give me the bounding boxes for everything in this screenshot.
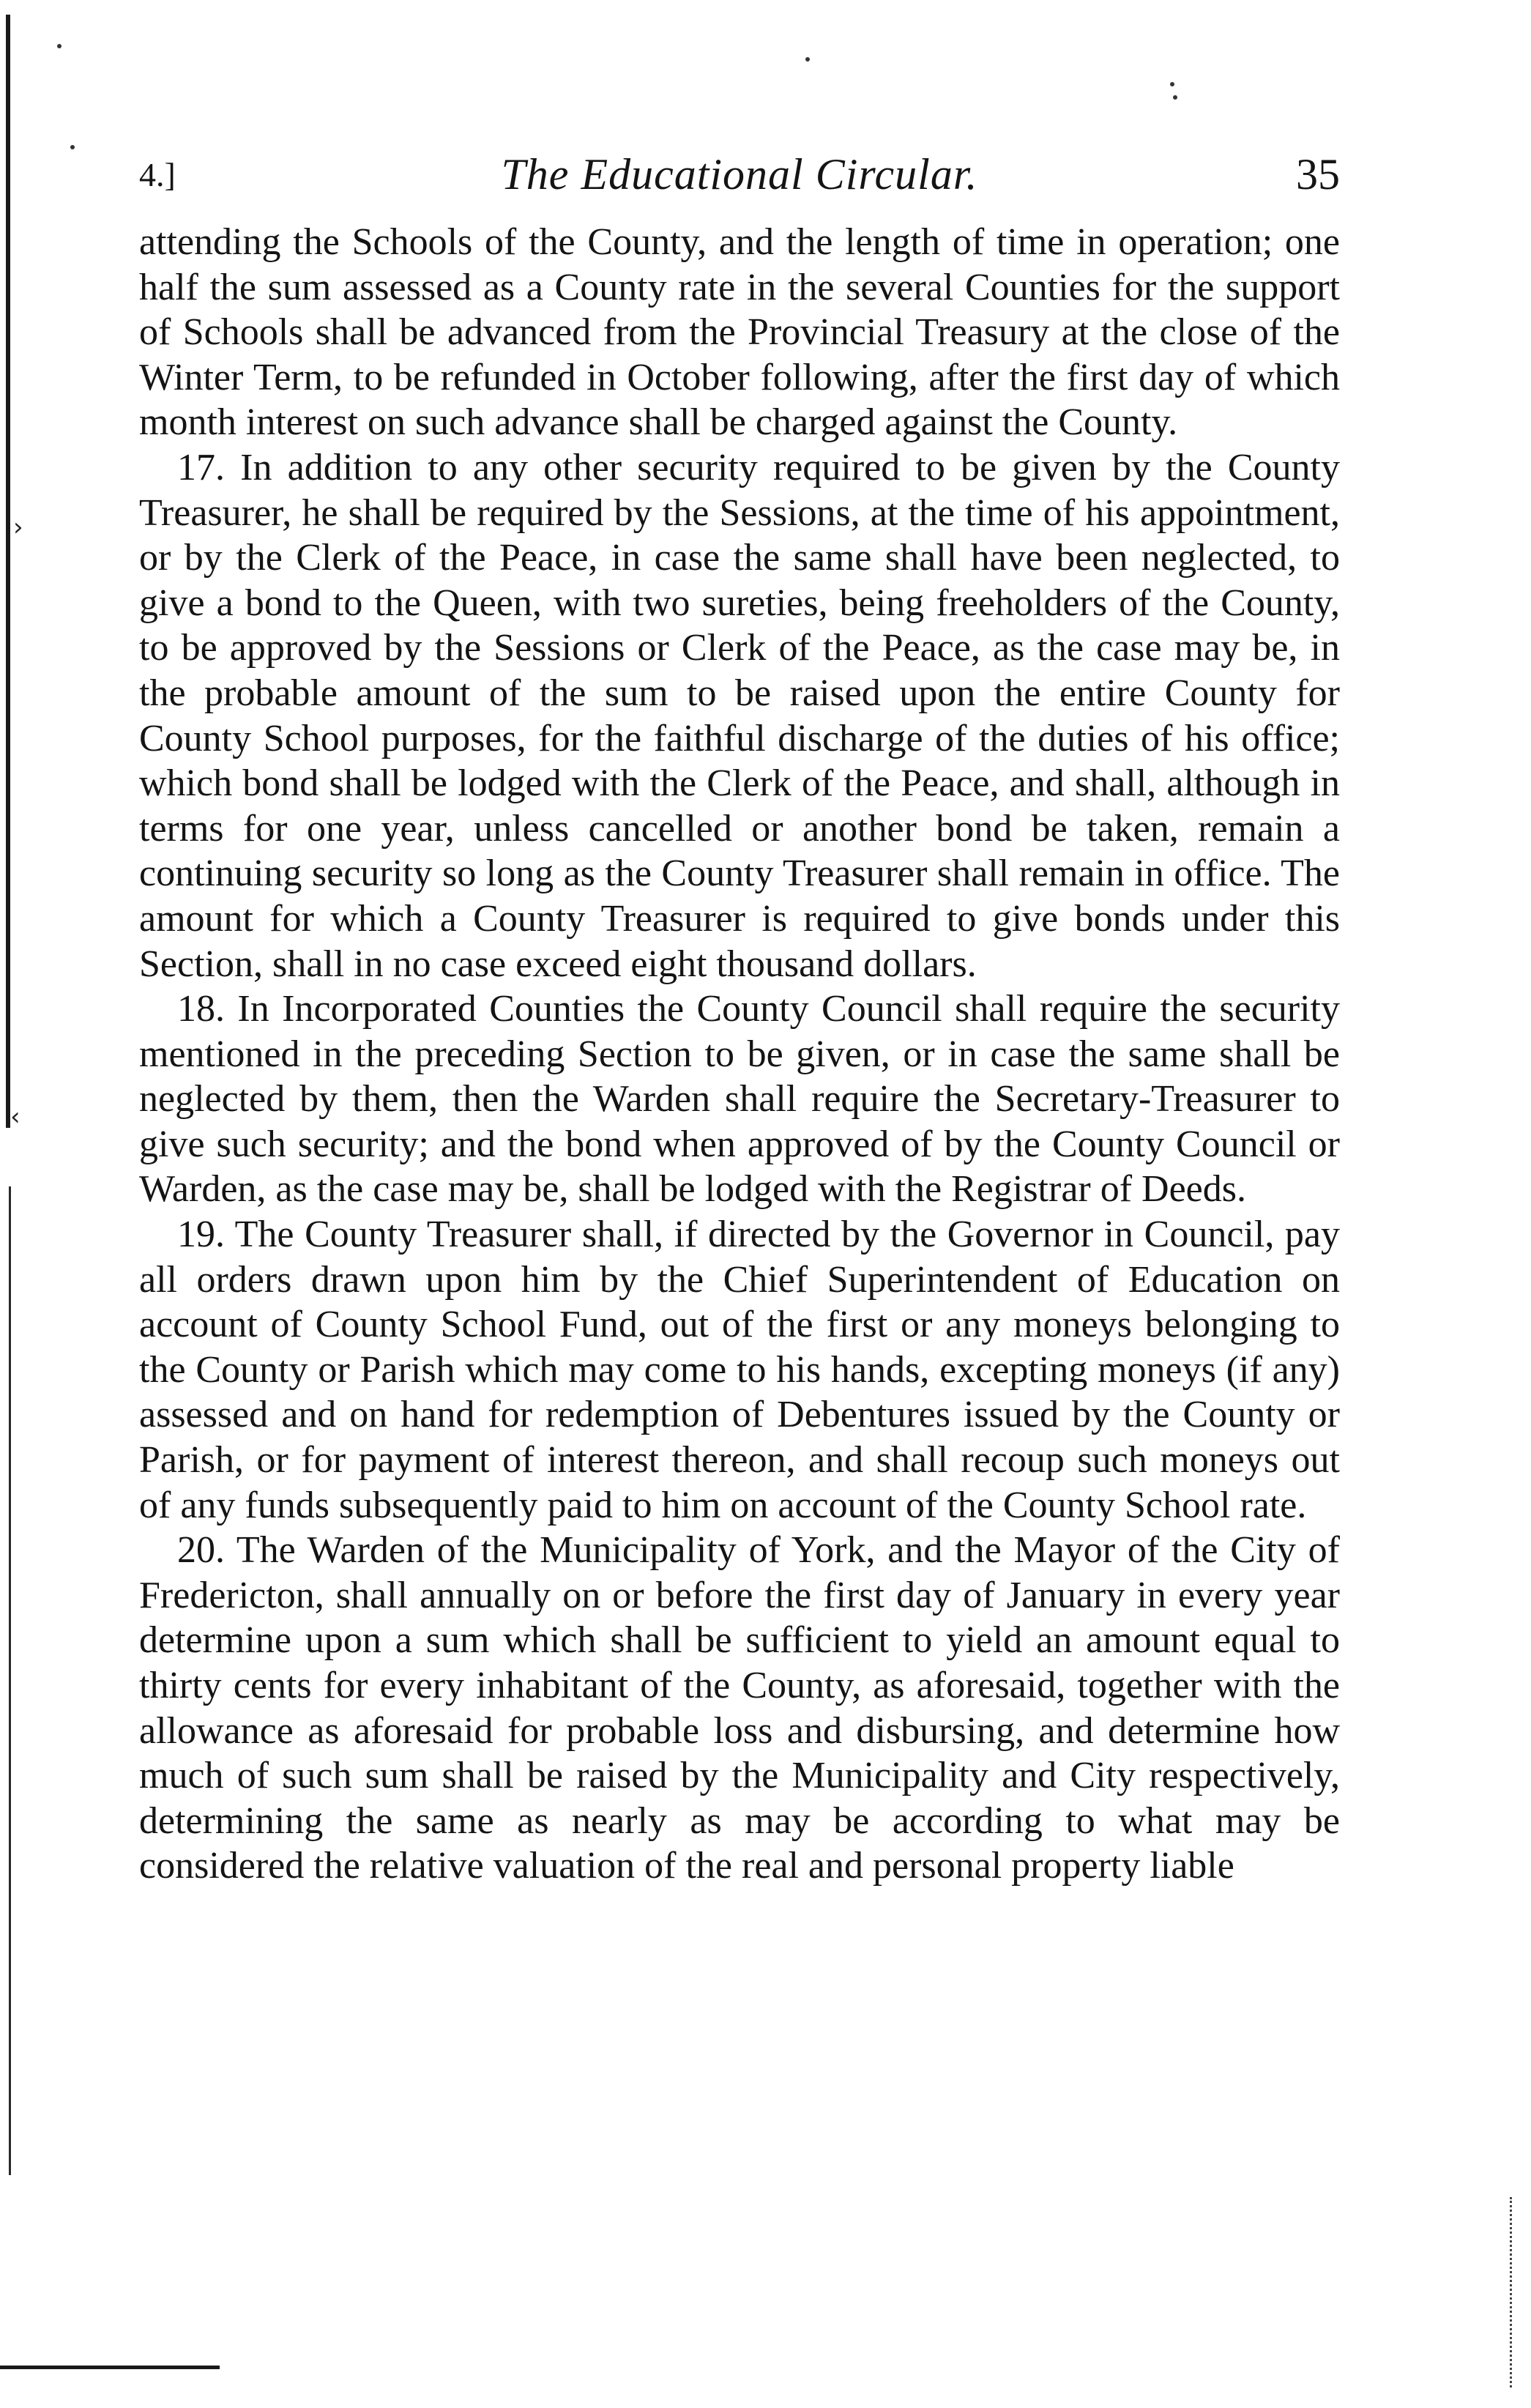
scan-speck (1170, 82, 1174, 86)
section-20: 20. The Warden of the Municipality of York, and the Mayor of the City of Fredericton, shall annually on or before the first day of January in every year determine upon a sum which shall be sufficient to yield an amount equal to thirty cents for every inhabitant of the County, as aforesaid, together with the allowance as aforesaid for probable loss and disbursing, and determine how much of such sum shall be raised by the Municipality and City respectively, determining the same as nearly as may be according to what may be considered the relative valuation of the real and personal property liable (139, 1529, 1340, 1887)
journal-title: The Educational Circular. (501, 150, 978, 198)
scan-speck (70, 145, 75, 149)
chapter-number: 4.] (139, 156, 176, 193)
paragraph-continued: attending the Schools of the County, and the length of time in operation; one half the sum assessed as a County rate in the several Counties for the support of Schools shall be advanced from the Provincial Treasury at the close of the Winter Term, to be refunded in October following, after the first day of which month interest on such advance shall be charged against the County. (139, 221, 1340, 444)
page-number: 35 (1296, 150, 1340, 198)
scan-bottom-rule (0, 2366, 220, 2369)
scan-edge-marks (1510, 2197, 1519, 2387)
margin-mark-icon: › (13, 513, 23, 542)
scan-speck (57, 44, 62, 48)
scan-binding-edge-lower (9, 1186, 11, 2175)
margin-mark-icon: ‹ (10, 1102, 21, 1131)
section-18: 18. In Incorporated Counties the County Council shall require the security mentioned in the preceding Section to be given, or in case the same shall be neglected by them, then the Warden shall require the Secretary-Treasurer to give such security; and the bond when approved of by the County Council or Warden, as the case may be, shall be lodged with the Registrar of Deeds. (139, 988, 1340, 1211)
section-19: 19. The County Treasurer shall, if directed by the Governor in Council, pay all orders drawn upon him by the Chief Superintendent of Education on account of County School Fund, out of the first or any moneys belonging to the County or Parish which may come to his hands, excepting moneys (if any) assessed and on hand for redemption of Debentures issued by the County or Parish, or for payment of interest thereon, and shall recoup such moneys out of any funds subsequently paid to him on account of the County School rate. (139, 1214, 1340, 1526)
scan-speck (805, 57, 810, 62)
scan-speck (1173, 95, 1177, 100)
body-text (139, 220, 1340, 1889)
section-17: 17. In addition to any other security required to be given by the County Treasurer, he shall be required by the Sessions, at the time of his appointment, or by the Clerk of the Peace, in case the same shall have been neglected, to give a bond to the Queen, with two sureties, being freeholders of the County, to be approved by the Sessions or Clerk of the Peace, as the case may be, in the probable amount of the sum to be raised upon the entire County for County School purposes, for the faithful discharge of the duties of his office; which bond shall be lodged with the Clerk of the Peace, and shall, although in terms for one year, unless cancelled or another bond be taken, remain a continuing security so long as the County Treasurer shall remain in office. The amount for which a County Treasurer is required to give bonds under this Section, shall in no case exceed eight thousand dollars. (139, 446, 1340, 985)
scan-binding-edge (6, 15, 10, 1128)
running-head (139, 139, 1340, 198)
